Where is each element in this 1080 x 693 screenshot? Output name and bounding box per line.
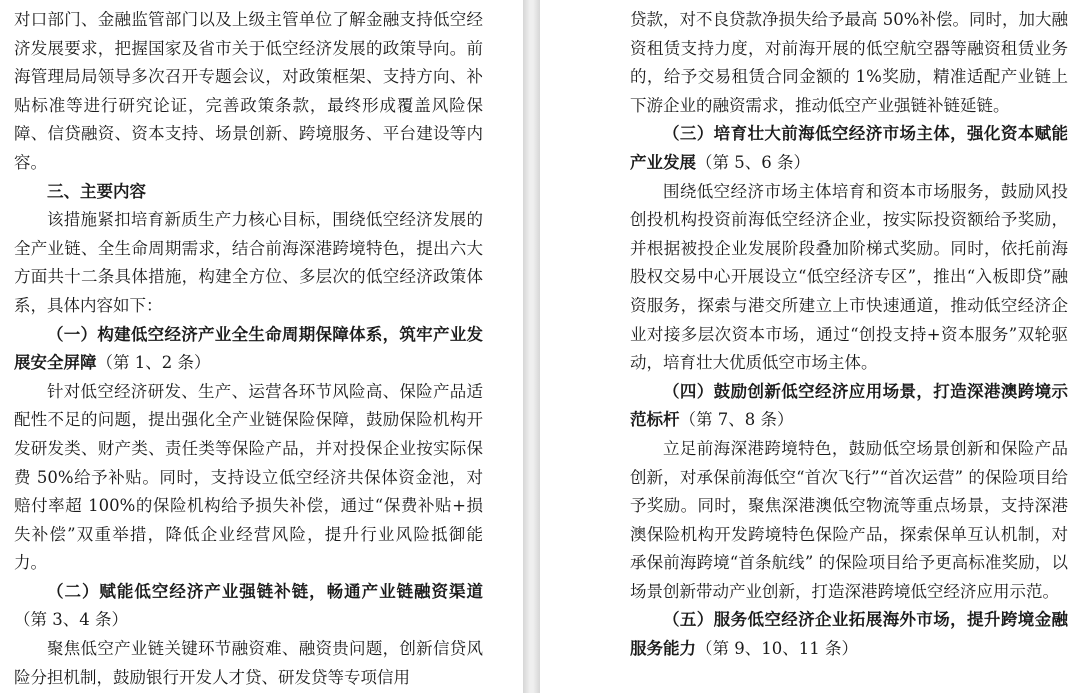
paragraph-section-3: 围绕低空经济市场主体培育和资本市场服务，鼓励风投创投机构投资前海低空经济企业，按实际投资额给予奖励，并根据被投企业发展阶段叠加阶梯式奖励。同时，依托前海股权交易中心开展设立“低空经济专区”，推出“入板即贷”融资服务，探索与港交所建立上市快速通道，推动低空经济企业对接多层次资本市场，通过“创投支持+资本服务”双轮驱动，培育壮大优质低空市场主体。 (630, 181, 1068, 373)
paragraph-section-2-continued: 贷款，对不良贷款净损失给予最高 50%补偿。同时，加大融资租赁支持力度，对前海开展的低空航空器等融资租赁业务的，给予交易租赁合同金额的 1%奖励，精准适配产业链上下游企业的融资需求，推动低空产业强链补链延链。 (630, 10, 1068, 115)
paragraph-section-1: 针对低空经济研发、生产、运营各环节风险高、保险产品适配性不足的问题，提出强化全产业链保险保障，鼓励保险机构开发研发类、财产类、责任类等保险产品，并对投保企业按实际保费 50%给予补贴。同时，支持设立低空经济共保体资金池，对赔付率超 100%的保险机构给予损失补偿，通过“保费补贴+损失补偿”双重举措，降低企业经营风险，提升行业风险抵御能力。 (14, 381, 483, 573)
document-page-right (540, 0, 1080, 693)
paragraph-policy-background: 对口部门、金融监管部门以及上级主管单位了解金融支持低空经济发展要求，把握国家及省市关于低空经济发展的政策导向。前海管理局局领导多次召开专题会议，对政策框架、支持方向、补贴标准等进行研究论证，完善政策条款，最终形成覆盖风险保障、信贷融资、资本支持、场景创新、跨境服务、平台建设等内容。 (14, 10, 483, 172)
subheading-section-2-title: （二）赋能低空经济产业强链补链，畅通产业链融资渠道 (47, 581, 483, 601)
subheading-section-4 (630, 378, 1068, 435)
subheading-section-5 (630, 606, 1068, 663)
subheading-section-2-articles: （第 3、4 条） (14, 610, 128, 630)
subheading-section-3 (630, 120, 1068, 177)
paragraph-section-4: 立足前海深港跨境特色，鼓励低空场景创新和保险产品创新，对承保前海低空“首次飞行”“首次运营” 的保险项目给予奖励。同时，聚焦深港澳低空物流等重点场景，支持深港澳保险机构开发跨境特色保险产品，探索保单互认机制，对承保前海跨境“首条航线” 的保险项目给予更高标准奖励，以场景创新带动产业创新，打造深港跨境低空经济应用示范。 (630, 438, 1068, 601)
subheading-section-1-title: （一）构建低空经济产业全生命周期保障体系，筑牢产业发展安全屏障 (14, 324, 483, 373)
paragraph-section-2: 聚焦低空产业链关键环节融资难、融资贵问题，创新信贷风险分担机制，鼓励银行开发人才贷、研发贷等专项信用 (14, 639, 483, 687)
subheading-section-4-articles: （第 7、8 条） (679, 410, 794, 430)
page-gap (523, 0, 540, 693)
subheading-section-5-title: （五）服务低空经济企业拓展海外市场，提升跨境金融服务能力 (630, 610, 1068, 659)
subheading-section-2 (14, 578, 483, 635)
subheading-section-3-articles: （第 5、6 条） (696, 152, 810, 172)
document-page-left (0, 0, 523, 693)
subheading-section-4-title: （四）鼓励创新低空经济应用场景，打造深港澳跨境示范标杆 (630, 381, 1068, 430)
subheading-section-1 (14, 321, 483, 378)
subheading-section-3-title: （三）培育壮大前海低空经济市场主体，强化资本赋能产业发展 (630, 124, 1068, 172)
subheading-section-1-articles: （第 1、2 条） (96, 353, 211, 373)
subheading-section-5-articles: （第 9、10、11 条） (696, 639, 858, 659)
section-heading-main-content: 三、主要内容 (47, 181, 146, 201)
paragraph-overview: 该措施紧扣培育新质生产力核心目标，围绕低空经济发展的全产业链、全生命周期需求，结合前海深港跨境特色，提出六大方面共十二条具体措施，构建全方位、多层次的低空经济政策体系，具体内容如下： (14, 210, 483, 315)
